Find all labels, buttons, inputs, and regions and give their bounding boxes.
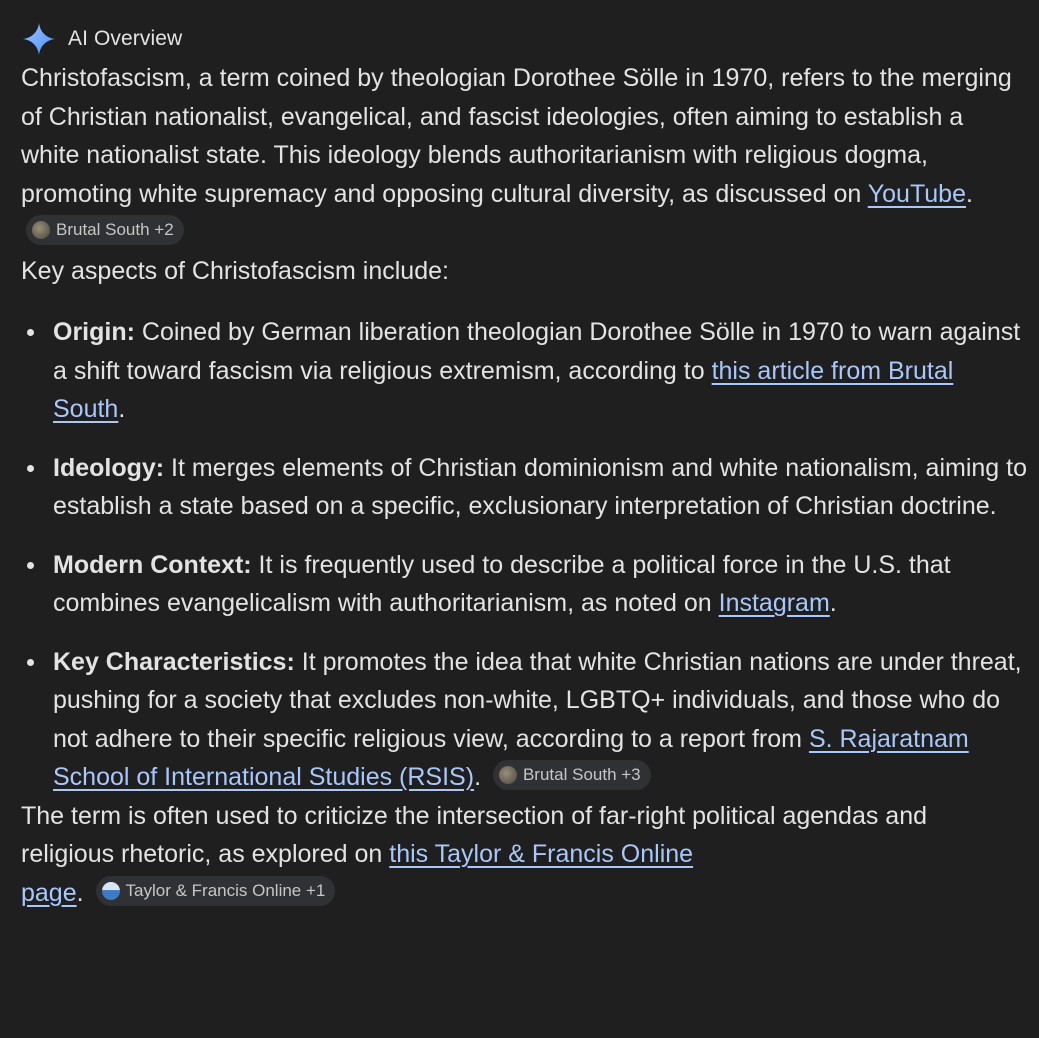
aspect-term: Key Characteristics: bbox=[53, 647, 295, 676]
rsis-link[interactable]: S. Rajaratnam School of International Studies (RSIS) bbox=[53, 724, 969, 791]
taylor-francis-link[interactable]: this Taylor & Francis Online bbox=[389, 840, 694, 868]
aspect-term: Modern Context: bbox=[53, 550, 252, 579]
key-aspects-list bbox=[21, 313, 1027, 797]
aspect-text: It is frequently used to describe a political force in the U.S. that combines evangelicalism with authoritarianism, as noted on bbox=[53, 550, 951, 617]
sparkle-icon bbox=[21, 21, 57, 57]
brutal-south-favicon-icon bbox=[499, 766, 517, 784]
youtube-link[interactable]: YouTube bbox=[867, 179, 966, 208]
source-chip-label: Brutal South +2 bbox=[56, 220, 174, 240]
aspect-text: Coined by German liberation theologian Dorothee Sölle in 1970 to warn against a shift toward fascism via religious extremism, according to bbox=[53, 318, 1021, 385]
source-chip-brutal-south[interactable] bbox=[493, 760, 651, 790]
aspect-text: It merges elements of Christian dominionism and white nationalism, aiming to establish a state based on a specific, exclusionary interpretation of Christian doctrine. bbox=[53, 453, 1027, 520]
aspect-text: It promotes the idea that white Christian nations are under threat, pushing for a society that excludes non-white, LGBTQ+ individuals, and those who do not adhere to their specific religious view, according to a report from bbox=[53, 647, 1022, 753]
aspect-term: Origin: bbox=[53, 318, 135, 346]
ai-overview-header bbox=[21, 19, 1027, 59]
aspect-after: . bbox=[474, 763, 482, 791]
instagram-link[interactable]: Instagram bbox=[718, 589, 830, 617]
list-item-origin bbox=[21, 313, 1027, 429]
list-item-ideology bbox=[21, 449, 1027, 526]
list-item-key-characteristics bbox=[21, 643, 1027, 797]
aspect-after: . bbox=[829, 589, 837, 617]
ai-overview-title: AI Overview bbox=[68, 27, 183, 50]
source-chip-label: Taylor & Francis Online +1 bbox=[125, 880, 326, 900]
ai-overview-panel bbox=[0, 19, 1039, 1038]
taylor-francis-favicon-icon bbox=[102, 882, 120, 900]
aspect-after: . bbox=[118, 395, 126, 423]
intro-after: . bbox=[966, 179, 973, 208]
intro-paragraph bbox=[21, 59, 1027, 252]
brutal-south-article-link[interactable]: this article from Brutal South bbox=[53, 356, 954, 423]
brutal-south-favicon-icon bbox=[32, 221, 50, 239]
source-chip-taylor-francis[interactable] bbox=[96, 876, 336, 906]
closing-after: . bbox=[76, 878, 84, 907]
key-aspects-intro: Key aspects of Christofascism include: bbox=[21, 256, 449, 285]
taylor-francis-link-page[interactable]: page bbox=[21, 878, 77, 907]
aspect-term: Ideology: bbox=[53, 453, 165, 482]
source-chip-label: Brutal South +3 bbox=[522, 765, 641, 785]
closing-paragraph bbox=[21, 797, 1027, 913]
list-item-modern-context bbox=[21, 546, 1027, 623]
intro-text: Christofascism, a term coined by theologian Dorothee Sölle in 1970, refers to the merging of Christian nationalist, evangelical, and fascist ideologies, often aiming to establish a white nationalist state. This ideology blends authoritarianism with religious dogma, promoting white supremacy and opposing cultural diversity, as discussed on bbox=[21, 64, 1012, 208]
source-chip-brutal-south[interactable] bbox=[26, 215, 184, 245]
closing-text: The term is often used to criticize the intersection of far-right political agendas and religious rhetoric, as explored on bbox=[21, 801, 928, 868]
